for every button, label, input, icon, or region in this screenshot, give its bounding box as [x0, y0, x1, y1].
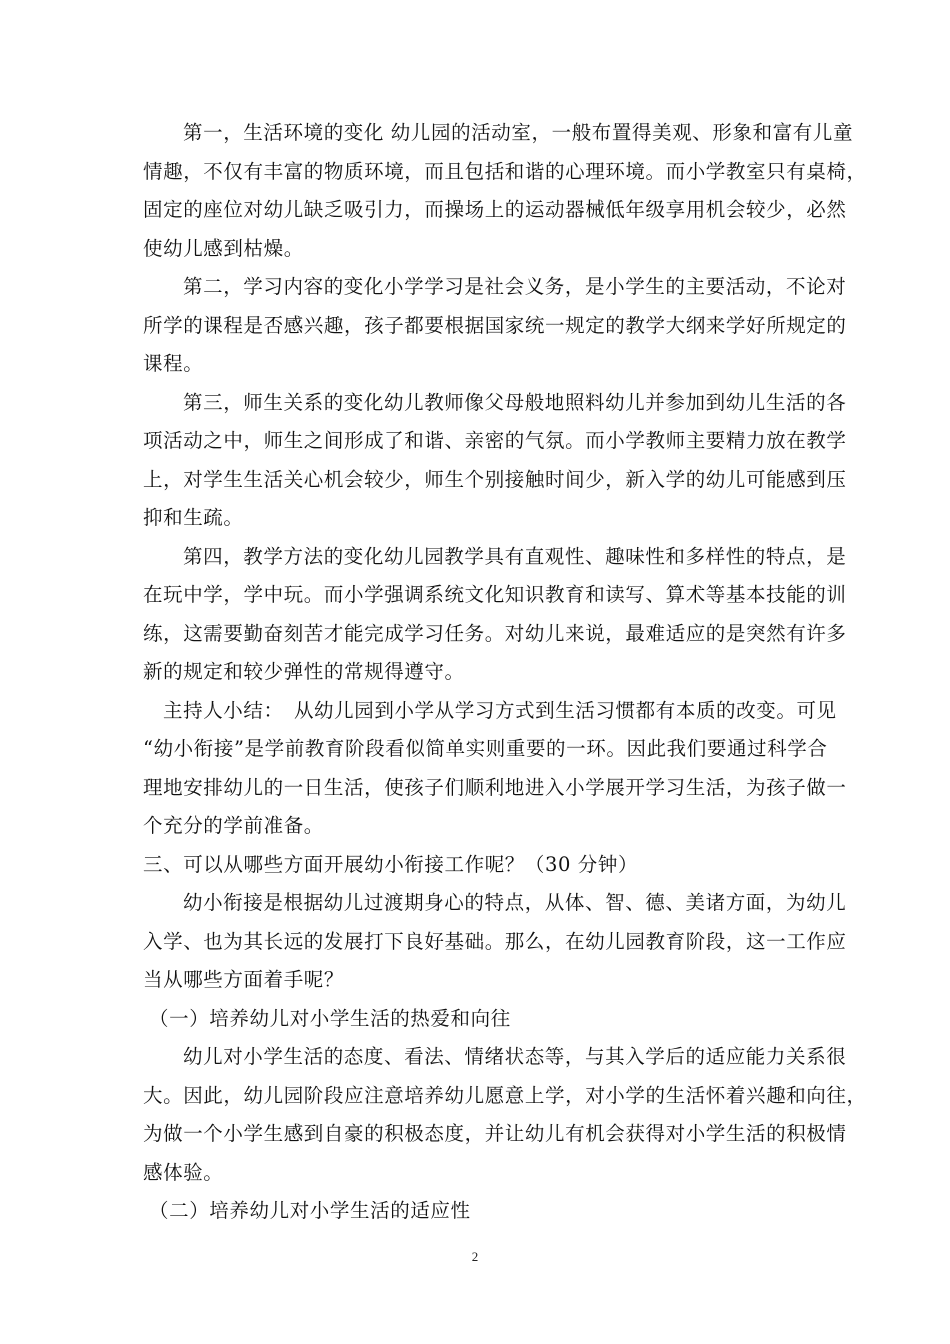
paragraph-line: 大。因此，幼儿园阶段应注意培养幼儿愿意上学，对小学的生活怀着兴趣和向往， [143, 1083, 867, 1107]
paragraph-line: 第三，师生关系的变化幼儿教师像父母般地照料幼儿并参加到幼儿生活的各 [183, 390, 847, 414]
paragraph-line: “幼小衔接”是学前教育阶段看似简单实则重要的一环。因此我们要通过科学合 [143, 737, 828, 760]
paragraph-line: 固定的座位对幼儿缺乏吸引力，而操场上的运动器械低年级享用机会较少，必然 [143, 198, 847, 221]
paragraph-line: 个充分的学前准备。 [143, 814, 324, 837]
paragraph-line: 新的规定和较少弹性的常规得遵守。 [143, 660, 465, 683]
page-number: 2 [471, 1249, 479, 1264]
paragraph-line: 幼儿对小学生活的态度、看法、情绪状态等，与其入学后的适应能力关系很 [183, 1045, 847, 1068]
paragraph-line: 上，对学生生活关心机会较少，师生个别接触时间少，新入学的幼儿可能感到压 [143, 467, 847, 491]
host-summary-line: 主持人小结： 从幼儿园到小学从学习方式到生活习惯都有本质的改变。可见 [163, 698, 837, 722]
paragraph-line: 理地安排幼儿的一日生活，使孩子们顺利地进入小学展开学习生活，为孩子做一 [143, 775, 847, 799]
paragraph-line: 为做一个小学生感到自豪的积极态度，并让幼儿有机会获得对小学生活的积极情 [143, 1122, 847, 1145]
paragraph-line: 幼小衔接是根据幼儿过渡期身心的特点，从体、智、德、美诸方面，为幼儿 [183, 891, 847, 914]
paragraph-line: 抑和生疏。 [143, 506, 244, 529]
paragraph-line: 第一，生活环境的变化 幼儿园的活动室，一般布置得美观、形象和富有儿童 [183, 121, 854, 144]
document-body [143, 114, 867, 1231]
paragraph-line: 当从哪些方面着手呢？ [143, 968, 345, 991]
paragraph-line: 第二，学习内容的变化小学学习是社会义务，是小学生的主要活动，不论对 [183, 275, 847, 298]
paragraph-line: 情趣，不仅有丰富的物质环境，而且包括和谐的心理环境。而小学教室只有桌椅， [143, 159, 867, 183]
paragraph-line: 练，这需要勤奋刻苦才能完成学习任务。对幼儿来说，最难适应的是突然有许多 [143, 621, 847, 645]
subsection-heading: （一）培养幼儿对小学生活的热爱和向往 [149, 1006, 511, 1030]
paragraph-line: 入学、也为其长远的发展打下良好基础。那么，在幼儿园教育阶段，这一工作应 [143, 929, 847, 953]
subsection-heading: （二）培养幼儿对小学生活的适应性 [149, 1199, 471, 1222]
paragraph-line: 项活动之中，师生之间形成了和谐、亲密的气氛。而小学教师主要精力放在教学 [143, 429, 847, 452]
paragraph-line: 使幼儿感到枯燥。 [143, 236, 304, 260]
section-heading: 三、可以从哪些方面开展幼小衔接工作呢？（30 分钟） [143, 852, 639, 876]
paragraph-line: 第四，教学方法的变化幼儿园教学具有直观性、趣味性和多样性的特点，是 [183, 544, 847, 568]
paragraph-line: 所学的课程是否感兴趣，孩子都要根据国家统一规定的教学大纲来学好所规定的 [143, 313, 847, 337]
paragraph-line: 感体验。 [143, 1160, 224, 1184]
paragraph-line: 课程。 [143, 352, 204, 375]
paragraph-line: 在玩中学，学中玩。而小学强调系统文化知识教育和读写、算术等基本技能的训 [143, 583, 847, 606]
